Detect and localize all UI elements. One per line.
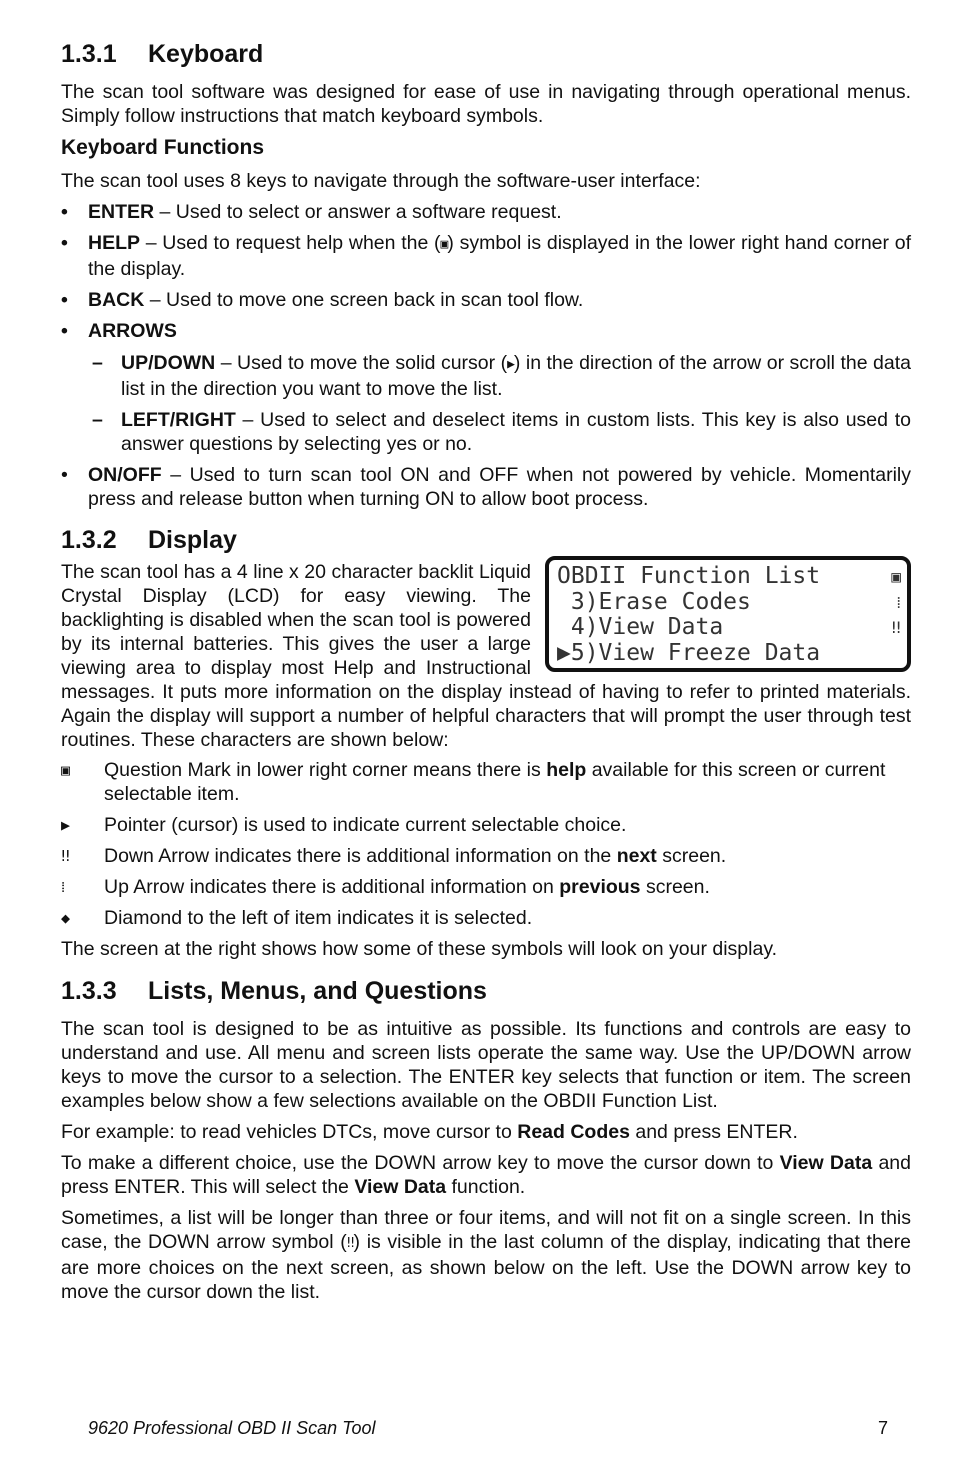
- symbol-item-pointer: [61, 813, 911, 837]
- key-item-onoff: [61, 463, 911, 511]
- lcd-text: OBDII Function List: [557, 563, 821, 589]
- lists-para-1: The scan tool is designed to be as intuitive as possible. Its functions and controls are easy to understand and use. All menu and screen lists operate the same way. Use the UP/DOWN arrow keys to move the cursor to a selection. The ENTER key selects that function or item. The screen examples below show a few selections available on the OBDII Function List.: [61, 1018, 911, 1112]
- symbol-desc: screen.: [640, 876, 710, 898]
- section-title: Display: [148, 526, 237, 554]
- key-list: [61, 200, 911, 511]
- up-arrow-icon: ⁞: [61, 878, 66, 896]
- text: function.: [446, 1176, 526, 1198]
- symbol-desc-bold: next: [616, 845, 657, 867]
- symbol-desc-bold: help: [546, 759, 587, 781]
- key-item-enter: [61, 200, 911, 224]
- symbol-item-up: [61, 875, 911, 899]
- lcd-line-2: [557, 590, 903, 616]
- symbol-desc: Diamond to the left of item indicates it is selected.: [104, 907, 533, 929]
- page-number: 7: [877, 1418, 888, 1438]
- manual-page: [61, 38, 911, 1311]
- symbol-desc: Question Mark in lower right corner means there is: [104, 759, 547, 781]
- lcd-text: 3)Erase Codes: [557, 588, 751, 615]
- key-item-arrows: [61, 319, 911, 456]
- key-desc-cont: ) in the direction of the arrow or scroll the data list in the direction you want to move the list.: [121, 352, 911, 400]
- lcd-line-4: [557, 641, 903, 667]
- key-name: ON/OFF: [88, 464, 162, 486]
- lcd-line-1: [557, 564, 903, 590]
- help-question-icon: ▣: [891, 567, 901, 586]
- bullet: •: [61, 201, 68, 223]
- symbol-desc: Up Arrow indicates there is additional information on: [104, 876, 560, 898]
- section-number: 1.3.3: [61, 977, 117, 1005]
- key-item-help: [61, 231, 911, 281]
- text-bold: View Data: [779, 1152, 873, 1174]
- lcd-text: 4)View Data: [557, 614, 724, 640]
- up-arrow-icon: ⁞: [896, 592, 901, 612]
- display-symbol-list: [61, 758, 911, 930]
- text: and press ENTER.: [629, 1121, 798, 1143]
- lcd-line-3: [557, 615, 903, 641]
- bullet: •: [61, 464, 68, 486]
- symbol-desc: screen.: [656, 845, 727, 867]
- symbol-desc: Down Arrow indicates there is additional information on the: [104, 845, 617, 867]
- keyboard-intro: The scan tool software was designed for ease of use in navigating through operational menus. Simply follow instructions that match keyboard symbols.: [61, 81, 911, 127]
- diamond-icon: ◆: [61, 909, 71, 927]
- down-arrow-icon: ‼: [891, 618, 901, 637]
- lcd-text: ▶5)View Freeze Data: [557, 639, 821, 666]
- lcd-display-example: [545, 556, 911, 672]
- key-name: BACK: [88, 289, 145, 311]
- down-arrow-icon: ‼: [61, 847, 71, 865]
- symbol-desc: available for this screen or current selectable item.: [104, 759, 886, 805]
- lists-para-4: [61, 1206, 911, 1304]
- page-footer: [88, 1416, 888, 1440]
- down-arrow-icon: ‼: [346, 1236, 354, 1251]
- display-closing: The screen at the right shows how some of these symbols will look on your display.: [61, 938, 778, 960]
- key-desc: – Used to move the solid cursor (: [215, 352, 508, 374]
- section-number: 1.3.2: [61, 526, 117, 554]
- section-title: Lists, Menus, and Questions: [148, 977, 487, 1005]
- footer-title: 9620 Professional OBD II Scan Tool: [88, 1418, 376, 1438]
- help-question-icon: ▣: [440, 237, 448, 252]
- keyboard-functions-intro: The scan tool uses 8 keys to navigate through the software-user interface:: [61, 170, 701, 192]
- help-question-icon: ▣: [61, 761, 71, 779]
- bullet: •: [61, 232, 68, 254]
- key-desc: – Used to select or answer a software request.: [154, 201, 562, 223]
- lists-para-2: [61, 1120, 911, 1144]
- key-item-updown: [88, 351, 911, 401]
- key-item-back: [61, 288, 911, 312]
- dash: –: [92, 352, 103, 374]
- section-heading-display: [61, 524, 911, 556]
- text: and press ENTER. This will select the: [61, 1152, 911, 1198]
- symbol-desc-bold: previous: [559, 876, 641, 898]
- dash: –: [92, 409, 103, 431]
- key-desc: – Used to select and deselect items in custom lists. This key is also used to answer questions by selecting yes or no.: [121, 409, 911, 455]
- key-desc-cont: ) symbol is displayed in the lower right hand corner of the display.: [88, 232, 912, 280]
- text: For example: to read vehicles DTCs, move cursor to: [61, 1121, 518, 1143]
- text-bold: Read Codes: [517, 1121, 630, 1143]
- pointer-cursor-icon: ▶: [507, 357, 514, 372]
- section-heading-lists: [61, 975, 911, 1007]
- key-name: LEFT/RIGHT: [121, 409, 236, 431]
- text: ) is visible in the last column of the display, indicating that there are more choices on the next screen, as shown below on the left. Use the DOWN arrow key to move the cursor down the list.: [61, 1231, 911, 1303]
- section-title: Keyboard: [148, 40, 264, 68]
- symbol-desc: Pointer (cursor) is used to indicate current selectable choice.: [104, 814, 627, 836]
- key-item-leftright: [88, 408, 911, 456]
- bullet: •: [61, 320, 68, 342]
- key-desc: – Used to request help when the (: [140, 232, 441, 254]
- key-name: ENTER: [88, 201, 155, 223]
- display-description: The scan tool has a 4 line x 20 character backlit Liquid Crystal Display (LCD) for easy viewing. The backlighting is disabled when the scan tool is powered by its internal batteries. This gives the user a large viewing area to display most Help and Instructional messages. It puts more information on the display instead of having to refer to printed materials. Again the display will support a number of helpful characters that will prompt the user through test routines. These characters are shown below:: [61, 561, 911, 751]
- text: To make a different choice, use the DOWN arrow key to move the cursor down to: [61, 1152, 780, 1174]
- text-bold: View Data: [354, 1176, 447, 1198]
- pointer-cursor-icon: ▶: [61, 816, 71, 834]
- key-desc: – Used to turn scan tool ON and OFF when not powered by vehicle. Momentarily press and release button when turning ON to allow boot process.: [88, 464, 911, 510]
- symbol-item-diamond: [61, 906, 911, 930]
- key-name: UP/DOWN: [121, 352, 216, 374]
- text: Sometimes, a list will be longer than three or four items, and will not fit on a single screen. In this case, the DOWN arrow symbol (: [61, 1207, 911, 1253]
- keyboard-functions-heading: Keyboard Functions: [61, 136, 265, 159]
- key-name: ARROWS: [88, 320, 177, 342]
- bullet: •: [61, 289, 68, 311]
- arrow-key-list: [88, 351, 911, 456]
- section-number: 1.3.1: [61, 40, 117, 68]
- key-desc: – Used to move one screen back in scan tool flow.: [144, 289, 584, 311]
- section-heading-keyboard: [61, 38, 911, 70]
- symbol-item-help: [61, 758, 911, 806]
- lists-para-3: [61, 1151, 911, 1199]
- key-name: HELP: [88, 232, 141, 254]
- symbol-item-down: [61, 844, 911, 868]
